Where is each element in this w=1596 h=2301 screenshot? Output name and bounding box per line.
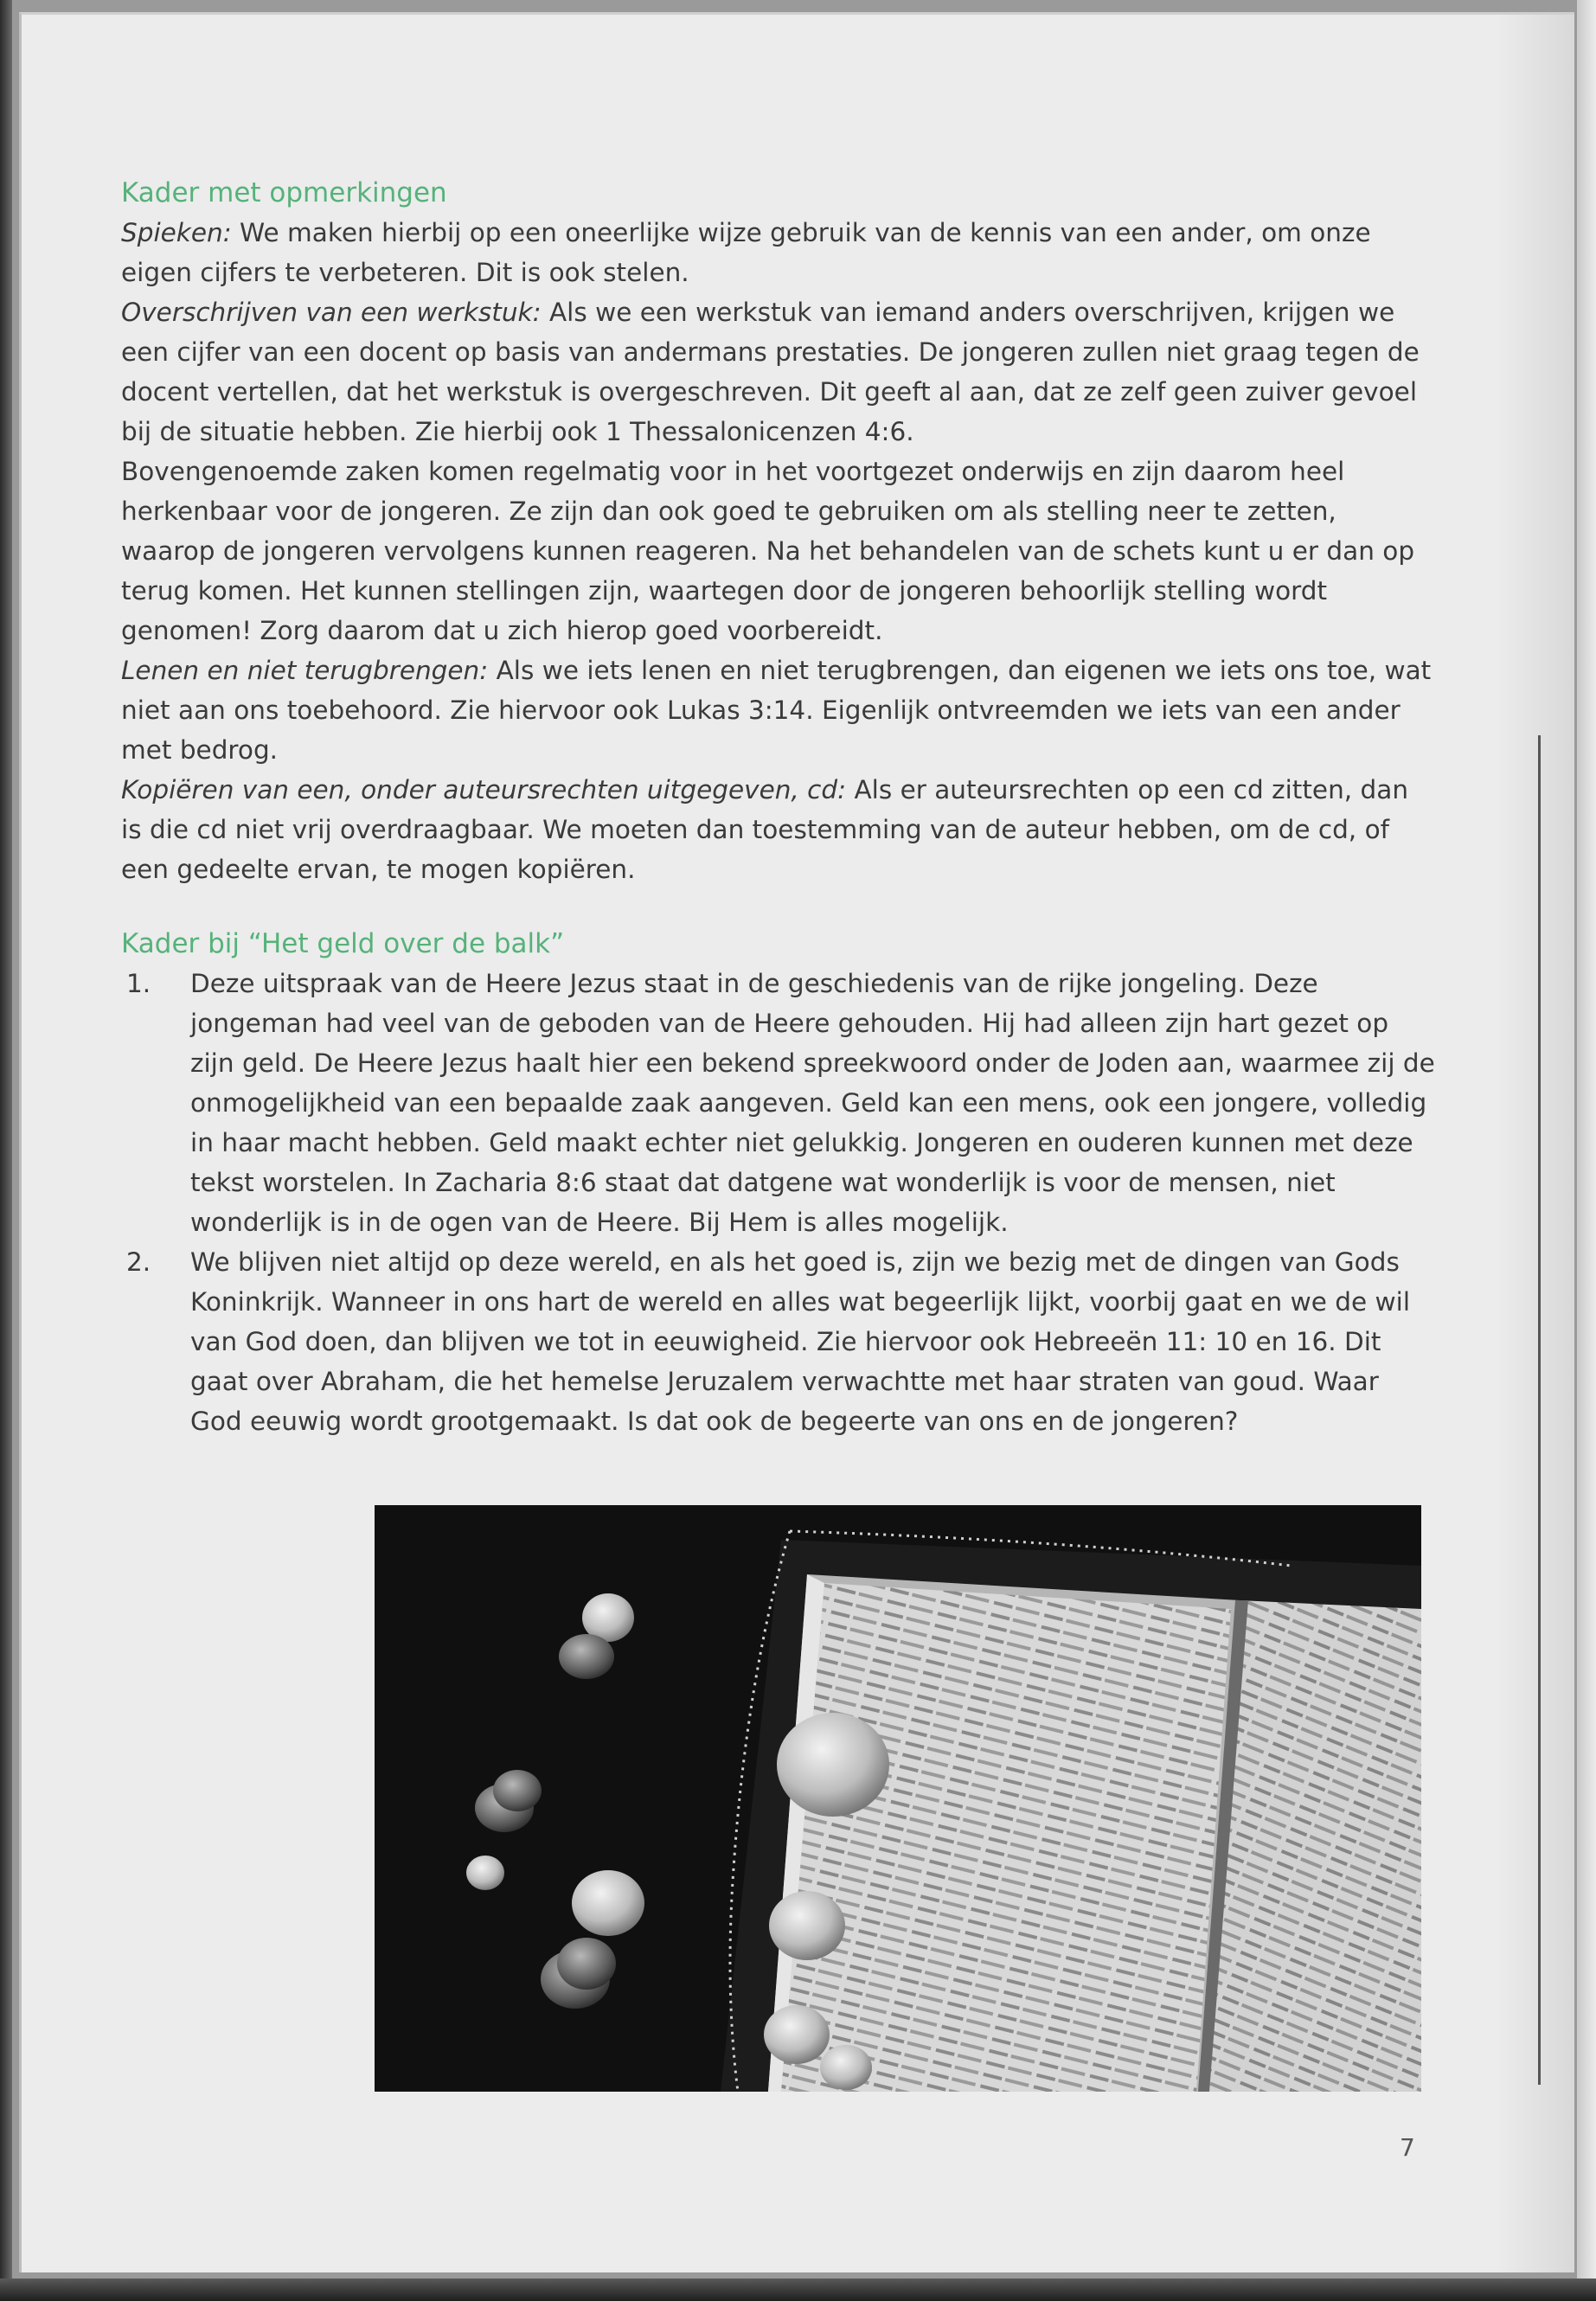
list-item-number: 2. <box>126 1247 151 1277</box>
scan-edge-right <box>1577 0 1596 2301</box>
paragraph-text: Bovengenoemde zaken komen regelmatig voor in het voortgezet onderwijs en zijn daarom heel herkenbaar voor de jongeren. Ze zijn dan ook goed te gebruiken om als stelling neer te zetten, waarop de jongeren vervolgens kunnen reageren. Na het behandelen van de schets kunt u er dan op terug komen. Het kunnen stellingen zijn, waartegen door de jongeren behoorlijk stelling wordt genomen! Zorg daarom dat u zich hierop goed voorbereidt. <box>121 457 1415 645</box>
list-item-text: Deze uitspraak van de Heere Jezus staat in de geschiedenis van de rijke jongeling. Deze jongeman had veel van de geboden van de Heere gehouden. Hij had alleen zijn hart gezet op zijn geld. De Heere Jezus haalt hier een bekend spreekwoord onder de Joden aan, waarmee zij de onmogelijkheid van een bepaalde zaak aangeven. Geld kan een mens, ook een jongere, volledig in haar macht hebben. Geld maakt echter niet gelukkig. Jongeren en ouderen kunnen met deze tekst worstelen. In Zacharia 8:6 staat dat datgene wat wonderlijk is voor de mensen, niet wonderlijk is in de ogen van de Heere. Bij Hem is alles mogelijk. <box>190 969 1435 1237</box>
numbered-list <box>121 964 1436 1441</box>
list-item <box>121 964 1436 1242</box>
paragraph-text: Als we iets lenen en niet terugbrengen, dan eigenen we iets ons toe, wat niet aan ons toebehoord. Zie hiervoor ook Lukas 3:14. Eigenlijk ontvreemden we iets van een ander met bedrog. <box>121 656 1432 765</box>
paragraph-bovengenoemde <box>121 452 1436 651</box>
paragraph-text: We maken hierbij op een oneerlijke wijze gebruik van de kennis van een ander, om onze eigen cijfers te verbeteren. Dit is ook stelen. <box>121 218 1371 287</box>
list-item-number: 1. <box>126 969 151 998</box>
photo-illustration <box>375 1505 1421 2092</box>
paragraph-spieken <box>121 213 1436 292</box>
section-heading-opmerkingen: Kader met opmerkingen <box>121 177 447 208</box>
section-opmerkingen <box>121 173 1436 889</box>
scan-edge-bottom <box>0 2279 1596 2301</box>
binding-line <box>1538 735 1541 2085</box>
bible-coins-photo <box>375 1505 1421 2092</box>
paragraph-kopieren <box>121 770 1436 889</box>
paragraph-overschrijven <box>121 292 1436 452</box>
list-item <box>121 1242 1436 1441</box>
list-item-text: We blijven niet altijd op deze wereld, en als het goed is, zijn we bezig met de dingen van Gods Koninkrijk. Wanneer in ons hart de wereld en alles wat begeerlijk lijkt, voorbij gaat en we de wil van God doen, dan blijven we tot in eeuwigheid. Zie hiervoor ook Hebreeën 11: 10 en 16. Dit gaat over Abraham, die het hemelse Jeruzalem verwachtte met haar straten van goud. Waar God eeuwig wordt grootgemaakt. Is dat ook de begeerte van ons en de jongeren? <box>190 1247 1411 1436</box>
paragraph-lead: Kopiëren van een, onder auteursrechten uitgegeven, cd: <box>121 775 847 804</box>
page-shade <box>1497 15 1574 2272</box>
page-content <box>121 173 1436 1441</box>
page-number: 7 <box>1400 2133 1415 2162</box>
paragraph-lead: Spieken: <box>121 218 232 247</box>
scan-edge-left <box>0 0 12 2301</box>
paragraph-text: Als we een werkstuk van iemand anders overschrijven, krijgen we een cijfer van een docent op basis van andermans prestaties. De jongeren zullen niet graag tegen de docent vertellen, dat het werkstuk is overgeschreven. Dit geeft al aan, dat ze zelf geen zuiver gevoel bij de situatie hebben. Zie hierbij ook 1 Thessalonicenzen 4:6. <box>121 298 1420 446</box>
paragraph-lead: Overschrijven van een werkstuk: <box>121 298 542 327</box>
paragraph-lenen <box>121 651 1436 770</box>
section-heading-geld: Kader bij “Het geld over de balk” <box>121 928 565 959</box>
section-geld-over-de-balk <box>121 924 1436 1441</box>
paragraph-text: Als er auteursrechten op een cd zitten, dan is die cd niet vrij overdraagbaar. We moeten dan toestemming van de auteur hebben, om de cd, of een gedeelte ervan, te mogen kopiëren. <box>121 775 1409 884</box>
paragraph-lead: Lenen en niet terugbrengen: <box>121 656 489 685</box>
